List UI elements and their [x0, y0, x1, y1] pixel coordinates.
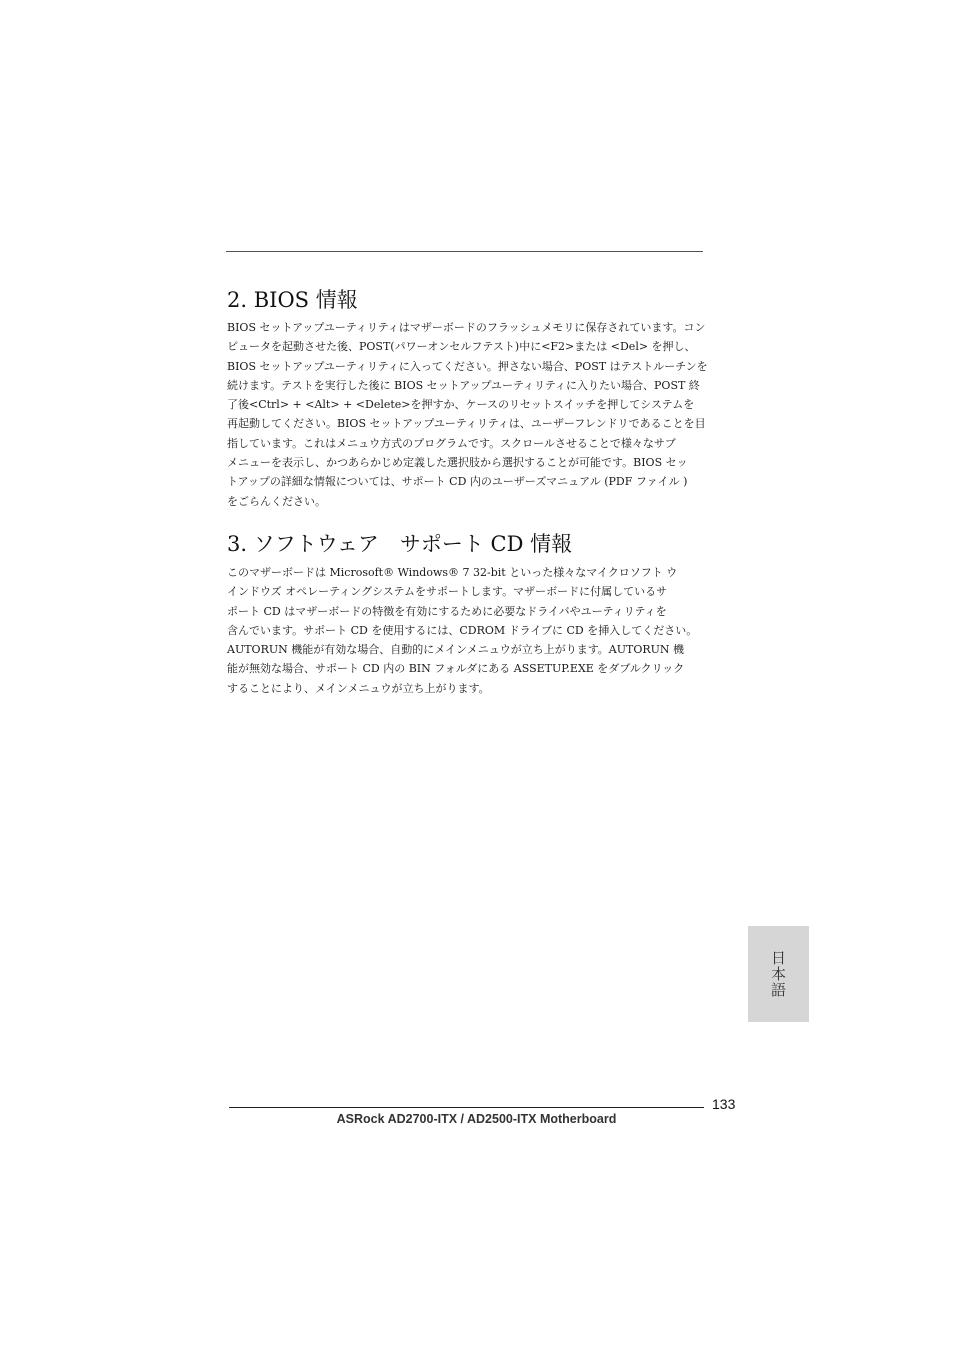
footer-title: ASRock AD2700-ITX / AD2500-ITX Motherboard [336, 1112, 617, 1126]
language-tab-label: 日本語 [769, 950, 787, 998]
paragraph-line: AUTORUN 機能が有効な場合、自動的にメインメニュウが立ち上がります。AUTORUN 機 [227, 643, 685, 657]
paragraph-line: 指しています。これはメニュウ方式のプログラムです。スクロールさせることで様々なサブ [227, 436, 676, 450]
support-cd-paragraph [227, 563, 705, 698]
paragraph-line: することにより、メインメニュウが立ち上がります。 [227, 681, 490, 695]
paragraph-line: BIOS セットアップユーティリティに入ってください。押さない場合、POST はテストルーチンを [227, 359, 708, 373]
paragraph-line: 能が無効な場合、サポート CD 内の BIN フォルダにある ASSETUP.EXE をダブルクリック [227, 662, 685, 676]
paragraph-line: このマザーボードは Microsoft® Windows® 7 32-bit といった様々なマイクロソフト ウ [227, 566, 678, 579]
paragraph-line: トアップの詳細な情報については、サポート CD 内のユーザーズマニュアル (PDF ファイル ) [227, 475, 688, 489]
paragraph-line: 続けます。テストを実行した後に BIOS セットアップユーティリティに入りたい場合、POST 終 [227, 378, 700, 392]
paragraph-line: ピュータを起動させた後、POST(パワーオンセルフテスト)中に<F2>または <Del> を押し、 [227, 340, 696, 354]
paragraph-line: をごらんください。 [227, 494, 326, 508]
paragraph-line: インドウズ オペレーティングシステムをサポートします。マザーボードに付属しているサ [227, 585, 668, 599]
paragraph-line: BIOS セットアップユーティリティはマザーボードのフラッシュメモリに保存されています。コン [227, 321, 706, 334]
paragraph-line: 了後<Ctrl> + <Alt> + <Delete>を押すか、ケースのリセットスイッチを押してシステムを [227, 398, 695, 412]
footer-divider [229, 1107, 704, 1108]
top-divider [226, 251, 703, 252]
language-side-tab [748, 926, 809, 1022]
paragraph-line: ポート CD はマザーボードの特徴を有効にするために必要なドライバやユーティリティを [227, 604, 667, 618]
section-heading-support-cd: 3. ソフトウェア サポート CD 情報 [227, 532, 573, 556]
section-heading-bios: 2. BIOS 情報 [227, 288, 358, 312]
page-number: 133 [712, 1096, 736, 1112]
paragraph-line: 再起動してください。BIOS セットアップユーティリティは、ユーザーフレンドリであることを目 [227, 417, 706, 431]
paragraph-line: メニューを表示し、かつあらかじめ定義した選択肢から選択することが可能です。BIOS セッ [227, 456, 688, 470]
bios-paragraph [227, 318, 708, 511]
paragraph-line: 含んでいます。サポート CD を使用するには、CDROM ドライブに CD を挿入してください。 [227, 623, 698, 637]
